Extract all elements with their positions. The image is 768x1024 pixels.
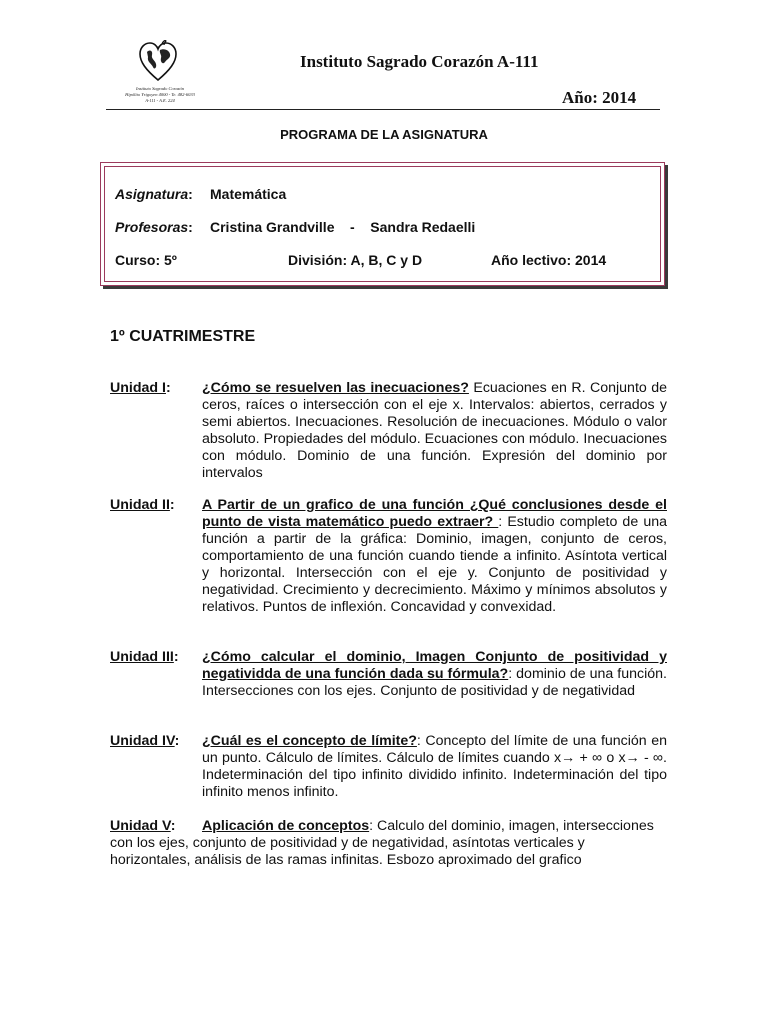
logo-text-line-3: A-111 - A.E. 224 — [145, 98, 175, 103]
unit-2-body — [202, 497, 667, 616]
unit-5-body — [110, 818, 667, 869]
unit-4 — [110, 733, 667, 801]
unit-5-label: Unidad V: — [110, 818, 176, 834]
profesoras-row — [115, 219, 476, 235]
unit-2-label-text: Unidad II — [110, 497, 170, 513]
unit-1-question: ¿Cómo se resuelven las inecuaciones? — [202, 380, 469, 396]
curso-row — [115, 252, 655, 268]
unit-1-text: Ecuaciones en R. Conjunto de ceros, raíces o intersección con el eje x. Intervalos: abiertos, cerrados y semi abiertos. Inecuaciones. Resolución de inecuaciones. Módulo o valor absoluto. Propiedades del módulo. Ecuaciones con módulo. Inecuaciones con módulo. Dominio de una función. Expresión del dominio por intervalos — [202, 380, 667, 481]
unit-2 — [110, 497, 667, 616]
unit-3-body — [202, 649, 667, 700]
unit-3-text: : dominio de una función. Intersecciones con los ejes. Conjunto de positividad y de negatividad — [202, 666, 667, 699]
header-year: Año: 2014 — [562, 88, 637, 107]
unit-4-question: ¿Cuál es el concepto de límite? — [202, 733, 417, 749]
unit-3-label-text: Unidad III — [110, 649, 174, 665]
profesoras-label: Profesoras — [115, 219, 189, 235]
unit-5-text: : Calculo del dominio, imagen, intersecciones con los ejes, conjunto de positividad y de negatividad, asíntotas verticales y horizontales, análisis de las ramas infinitas. Esbozo aproximado del grafico — [110, 818, 654, 868]
sacred-heart-globe-icon — [138, 40, 178, 82]
unit-4-label-text: Unidad IV — [110, 733, 175, 749]
school-name: Instituto Sagrado Corazón A-111 — [300, 52, 539, 71]
page-title: PROGRAMA DE LA ASIGNATURA — [280, 127, 488, 142]
asignatura-label: Asignatura — [115, 186, 189, 202]
asignatura-colon: : — [188, 186, 193, 202]
section-heading: 1º CUATRIMESTRE — [110, 328, 256, 345]
unit-4-body — [202, 733, 667, 801]
unit-4-label: Unidad IV: — [110, 733, 180, 749]
header-divider — [106, 109, 660, 110]
profesoras-value: Cristina Grandville - Sandra Redaelli — [210, 219, 476, 235]
asignatura-row — [115, 186, 287, 202]
unit-2-text: : Estudio completo de una función a partir de la gráfica: Dominio, imagen, conjunto de ceros, comportamiento de una función cuando tiende a infinito. Asíntota vertical y horizontal. Intersección con el eje y. Conjunto de positividad y negatividad. Crecimiento y decrecimiento. Máximo y mínimos absolutos y relativos. Puntos de inflexión. Concavidad y convexidad. — [202, 514, 667, 615]
division-value: División: A, B, C y D — [288, 252, 423, 268]
unit-1-label: Unidad I: — [110, 380, 171, 396]
logo-text-line-2: Hipólito Yrigoyen 4000 - Te. 482-6033 — [125, 92, 195, 97]
curso-value: Curso: 5º — [115, 252, 177, 268]
unit-1-body — [202, 380, 667, 482]
unit-1-label-text: Unidad I — [110, 380, 166, 396]
profesoras-colon: : — [188, 219, 193, 235]
unit-2-question: A Partir de un grafico de una función ¿Qué conclusiones desde el punto de vista matemático puedo extraer? — [202, 497, 667, 530]
unit-2-label: Unidad II: — [110, 497, 175, 513]
unit-5-question: Aplicación de conceptos — [202, 818, 370, 834]
school-logo — [112, 40, 202, 110]
unit-4-text: : Concepto del límite de una función en un punto. Cálculo de límites. Cálculo de límites cuando x→ + ∞ o x→ - ∞. Indeterminación del tipo infinito dividido infinito. Indeterminación del tipo infinito menos infinito. — [202, 733, 667, 800]
course-info-inner-border — [104, 166, 661, 282]
course-info-box — [100, 162, 665, 286]
unit-1 — [110, 380, 667, 482]
logo-text-line-1: Instituto Sagrado Corazón — [135, 86, 184, 91]
unit-3 — [110, 649, 667, 700]
unit-3-label: Unidad III: — [110, 649, 179, 665]
asignatura-value: Matemática — [210, 186, 287, 202]
anio-lectivo-value: Año lectivo: 2014 — [491, 252, 607, 268]
unit-5 — [110, 818, 667, 869]
unit-3-question: ¿Cómo calcular el dominio, Imagen Conjunto de positividad y negatividda de una función dada su fórmula? — [202, 649, 667, 682]
unit-5-label-text: Unidad V — [110, 818, 171, 834]
